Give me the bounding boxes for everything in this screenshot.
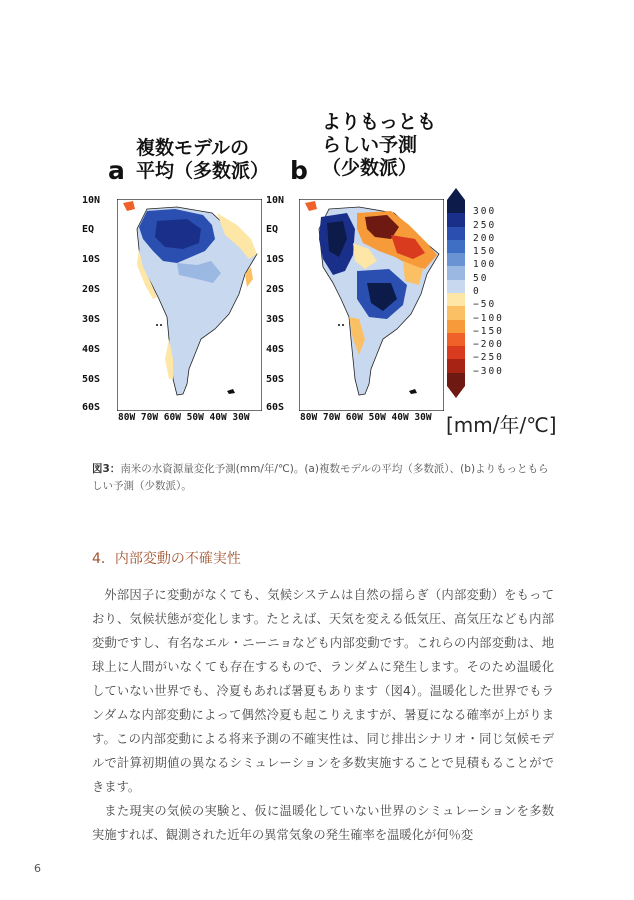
colorbar-tick-label: 100 (473, 259, 497, 271)
paragraph: 外部因子に変動がなくても、気候システムは自然の揺らぎ（内部変動）をもっており、気候状態が変化します。たとえば、天気を変える低気圧、高気圧なども内部変動ですし、有名なエル・ニーニョなども内部変動です。これらの内部変動は、地球上に人間がいなくても存在するもので、ランダムに発生します。そのため温暖化していない世界でも、冷夏もあれば暑夏もあります（図4）。温暖化した世界でもランダムな内部変動によって偶然冷夏も起こりえますが、暑夏になる確率が上がります。この内部変動による将来予測の不確実性は、同じ排出シナリオ・同じ気候モデルで計算初期値の異なるシミュレーションを多数実施することで見積もることができます。 (92, 588, 554, 794)
panel-b-title-line3: （少数派） (322, 157, 418, 179)
colorbar-tick-label: 150 (473, 246, 497, 258)
y-tick-label: 40S (82, 344, 101, 355)
colorbar-unit: [mm/年/℃] (446, 413, 557, 437)
colorbar-tick-label: −150 (473, 325, 504, 337)
colorbar-swatch (447, 227, 465, 241)
panel-b-letter: b (290, 156, 308, 185)
colorbar-swatch (447, 359, 465, 373)
map-plot-a (117, 199, 262, 411)
y-tick-label: 30S (82, 314, 101, 325)
caption-label: 図3： (92, 463, 121, 475)
colorbar-swatch (447, 266, 465, 280)
map-panel-a (82, 192, 262, 424)
colorbar-swatch (447, 320, 465, 334)
paragraph: また現実の気候の実験と、仮に温暖化していない世界のシミュレーションを多数実施すれば、観測された近年の異常気象の発生確率を温暖化が何％変 (92, 804, 554, 842)
panel-a-letter: a (108, 156, 125, 185)
colorbar-tick-label: 250 (473, 219, 497, 231)
y-tick-label: 20S (266, 284, 285, 295)
colorbar-tick-label: 200 (473, 232, 497, 244)
y-tick-label: 60S (82, 402, 101, 413)
colorbar-swatch (447, 253, 465, 267)
x-tick-labels: 80W 70W 60W 50W 40W 30W (118, 412, 250, 423)
colorbar-tick-label: −250 (473, 352, 504, 364)
panel-b-title-line1: よりもっとも (322, 111, 437, 133)
colorbar-swatches (447, 200, 465, 386)
y-tick-label: 10S (82, 254, 101, 265)
colorbar-tick-label: 50 (473, 272, 489, 284)
y-tick-label: 10S (266, 254, 285, 265)
colorbar-swatch (447, 306, 465, 320)
colorbar-tick-label: 0 (473, 286, 481, 297)
colorbar-swatch (447, 373, 465, 387)
panel-b-title-line2: らしい予測 (322, 134, 418, 156)
map-panel-b (264, 192, 444, 424)
colorbar-bottom-arrow (447, 386, 465, 398)
colorbar-labels (473, 200, 557, 386)
colorbar-tick-label: −100 (473, 312, 504, 324)
panel-a-title-line1: 複数モデルの (136, 137, 250, 159)
body-text (92, 583, 554, 847)
colorbar-swatch (447, 293, 465, 307)
colorbar-swatch (447, 333, 465, 347)
page-number: 6 (34, 862, 41, 875)
colorbar-swatch (447, 240, 465, 254)
panel-a-title-line2: 平均（多数派） (136, 160, 270, 182)
figure-caption (92, 461, 556, 495)
y-tick-label: 40S (266, 344, 285, 355)
colorbar-swatch (447, 280, 465, 294)
colorbar-tick-label: 300 (473, 206, 497, 218)
colorbar-tick-label: −200 (473, 339, 504, 351)
panel-b-title (322, 111, 436, 180)
colorbar-swatch (447, 200, 465, 214)
y-tick-label: EQ (82, 224, 95, 235)
panel-a-title (136, 137, 269, 183)
section-heading: 4．内部変動の不確実性 (92, 551, 241, 567)
y-tick-label: 10N (82, 195, 101, 206)
y-tick-label: 50S (82, 374, 101, 385)
colorbar-tick-label: −50 (473, 299, 497, 311)
y-tick-label: 20S (82, 284, 101, 295)
y-tick-label: 60S (266, 402, 285, 413)
y-tick-label: 50S (266, 374, 285, 385)
y-tick-label: EQ (266, 224, 279, 235)
colorbar-swatch (447, 213, 465, 227)
map-plot-b (299, 199, 444, 411)
colorbar (447, 188, 557, 408)
x-tick-labels: 80W 70W 60W 50W 40W 30W (300, 412, 432, 423)
y-tick-label: 10N (266, 195, 285, 206)
y-tick-label: 30S (266, 314, 285, 325)
caption-text: 南米の水資源量変化予測(mm/年/℃)。(a)複数モデルの平均（多数派）、(b)よりもっともらしい予測（少数派）。 (92, 463, 549, 492)
colorbar-top-arrow (447, 188, 465, 200)
colorbar-swatch (447, 346, 465, 360)
colorbar-tick-label: −300 (473, 365, 504, 377)
